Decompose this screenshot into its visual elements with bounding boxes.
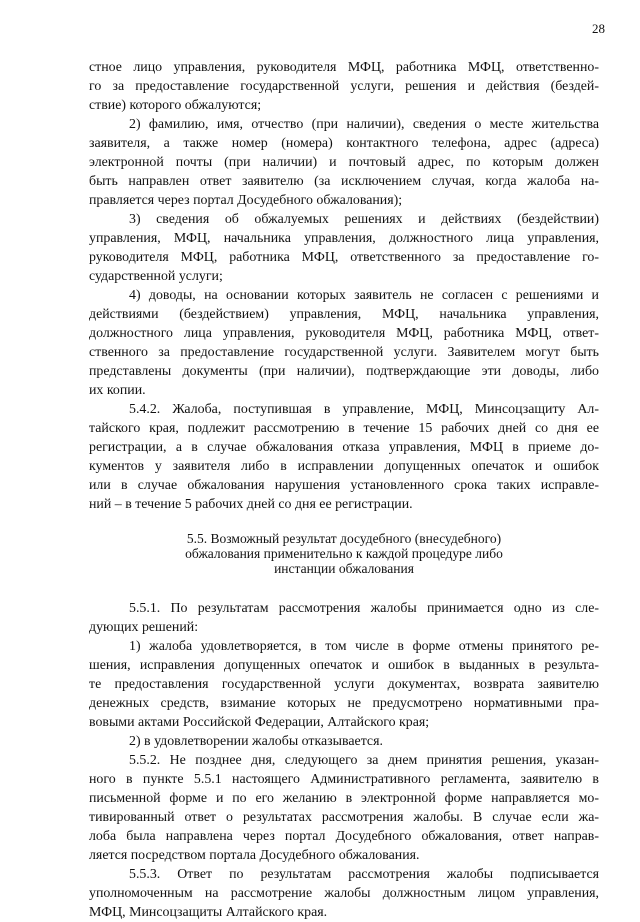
text-line: или в случае обжалования нарушения установленного срока таких исправле- (89, 478, 599, 493)
paragraph-decision-2 (89, 732, 599, 751)
paragraph-5-5-3 (89, 865, 599, 922)
text-line: тивированный ответ о результатах рассмотрения жалобы. В случае если жа- (89, 810, 599, 825)
paragraph-5-4-2 (89, 400, 599, 514)
text-line: управления, МФЦ, начальника управления, должностного лица управления, (89, 231, 599, 246)
text-line: шения, исправления допущенных опечаток и ошибок в выданных в результа- (89, 658, 599, 673)
text-line: дующих решений: (89, 620, 199, 635)
text-line: 4) доводы, на основании которых заявитель не согласен с решениями и (129, 288, 599, 303)
text-line: денежных средств, взимание которых не предусмотрено нормативными пра- (89, 696, 599, 711)
heading-line: обжалования применительно к каждой процедуре либо (185, 546, 503, 561)
text-line: 2) в удовлетворении жалобы отказывается. (129, 734, 383, 749)
text-line: представлены документы (при наличии), подтверждающие эти доводы, либо (89, 364, 599, 379)
text-line: заявителя, а также номер (номера) контактного телефона, адрес (адреса) (89, 136, 599, 151)
text-line: руководителя МФЦ, работника МФЦ, ответственного за предоставление го- (89, 250, 599, 265)
paragraph-item-4 (89, 286, 599, 400)
document-body (89, 58, 599, 922)
text-line: сударственной услуги; (89, 269, 223, 284)
text-line: регистрации, а в случае обжалования отказа управления, МФЦ в приеме до- (89, 440, 599, 455)
text-line: ственного за предоставление государственной услуги. Заявителем могут быть (89, 345, 599, 360)
text-line: правляется через портал Досудебного обжалования); (89, 193, 403, 208)
text-line: ствие) которого обжалуются; (89, 98, 262, 113)
text-line: 5.5.2. Не позднее дня, следующего за днем принятия решения, указан- (129, 753, 599, 768)
text-line: кументов у заявителя либо в исправлении допущенных опечаток и ошибок (89, 459, 599, 474)
text-line: ляется посредством портала Досудебного обжалования. (89, 848, 420, 863)
text-line: 5.5.3. Ответ по результатам рассмотрения жалобы подписывается (129, 867, 599, 882)
paragraph-item-3 (89, 210, 599, 286)
text-line: тайского края, подлежит рассмотрению в течение 15 рабочих дней со дня ее (89, 421, 599, 436)
paragraph-continuation (89, 58, 599, 115)
text-line: 1) жалоба удовлетворяется, в том числе в форме отмены принятого ре- (129, 639, 599, 654)
text-line: их копии. (89, 383, 146, 398)
text-line: ного в пункте 5.5.1 настоящего Административного регламента, заявителю в (89, 772, 599, 787)
text-line: письменной форме и по его желанию в электронной форме направляется мо- (89, 791, 599, 806)
text-line: 2) фамилию, имя, отчество (при наличии), сведения о месте жительства (129, 117, 599, 132)
text-line: го за предоставление государственной услуги, решения и действия (бездей- (89, 79, 599, 94)
paragraph-item-2 (89, 115, 599, 210)
text-line: быть направлен ответ заявителю (за исключением случая, когда жалоба на- (89, 174, 599, 189)
text-line: вовыми актами Российской Федерации, Алтайского края; (89, 715, 430, 730)
heading-line: инстанции обжалования (274, 561, 414, 576)
paragraph-decision-1 (89, 637, 599, 732)
text-line: 5.5.1. По результатам рассмотрения жалобы принимается одно из сле- (129, 601, 599, 616)
text-line: должностного лица управления, руководителя МФЦ, работника МФЦ, ответ- (89, 326, 599, 341)
text-line: те предоставления государственной услуги документах, возврата заявителю (89, 677, 599, 692)
text-line: стное лицо управления, руководителя МФЦ, работника МФЦ, ответственно- (89, 60, 599, 75)
text-line: уполномоченным на рассмотрение жалобы должностным лицом управления, (89, 886, 599, 901)
text-line: электронной почты (при наличии) и почтовый адрес, по которым должен (89, 155, 599, 170)
text-line: 5.4.2. Жалоба, поступившая в управление, МФЦ, Минсоцзащиту Ал- (129, 402, 599, 417)
text-line: лоба была направлена через портал Досудебного обжалования, ответ направ- (89, 829, 599, 844)
page-number: 28 (592, 21, 605, 36)
section-heading-5-5 (89, 531, 599, 576)
heading-line: 5.5. Возможный результат досудебного (внесудебного) (186, 531, 502, 546)
text-line: действиями (бездействием) управления, МФЦ, начальника управления, (89, 307, 599, 322)
paragraph-5-5-1 (89, 599, 599, 637)
paragraph-5-5-2 (89, 751, 599, 865)
text-line: ний – в течение 5 рабочих дней со дня ее регистрации. (89, 497, 413, 512)
text-line: 3) сведения об обжалуемых решениях и действиях (бездействии) (129, 212, 599, 227)
text-line: МФЦ, Минсоцзащиты Алтайского края. (89, 905, 328, 920)
